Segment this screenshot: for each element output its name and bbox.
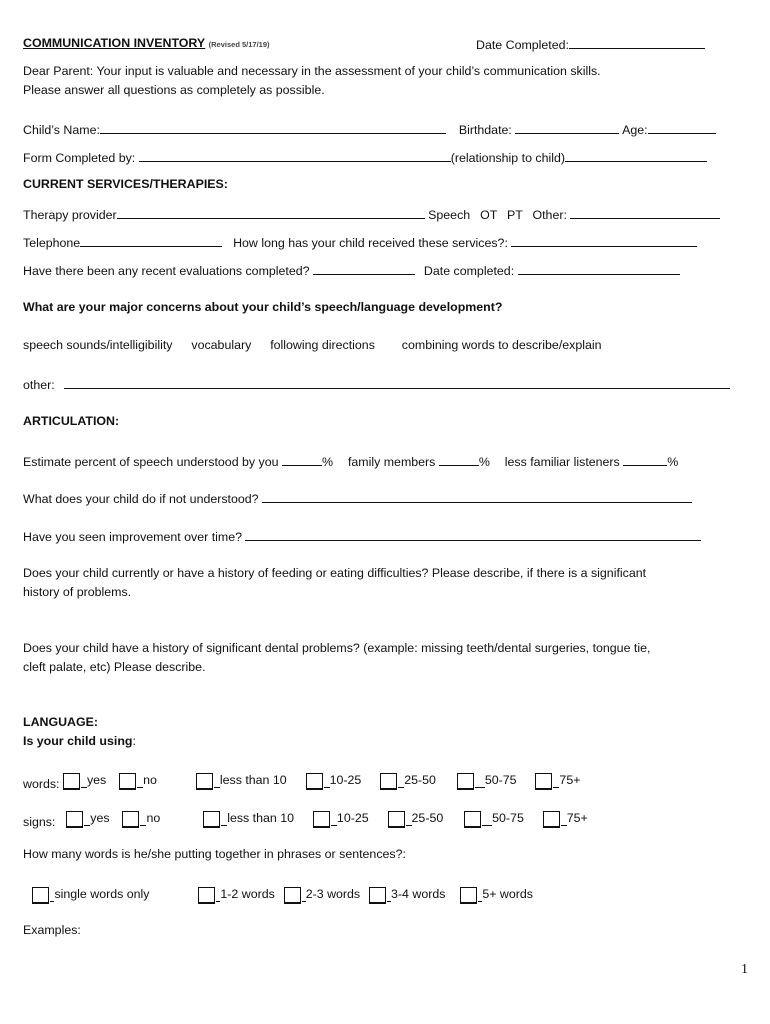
improvement-field[interactable] <box>245 528 701 541</box>
signs-label: signs: <box>23 815 56 829</box>
phrase-option-label: 1-2 words <box>220 887 275 902</box>
checkbox[interactable] <box>535 773 552 790</box>
words-label: words: <box>23 777 60 791</box>
speech-understood-row <box>23 453 678 470</box>
telephone-label: Telephone <box>23 236 81 250</box>
colon: : <box>132 734 136 748</box>
feeding-question-line-1: Does your child currently or have a history of feeding or eating difficulties? Please describe, if there is a significant <box>23 566 647 580</box>
range-label: less than 10 <box>227 811 295 826</box>
range-label: 75+ <box>566 811 588 826</box>
range-label: 10-25 <box>336 811 369 826</box>
checkbox[interactable] <box>460 887 477 904</box>
signs-less-than-10-option[interactable] <box>203 809 294 826</box>
language-heading: LANGUAGE: <box>23 715 99 729</box>
therapy-provider-label: Therapy provider <box>23 208 117 222</box>
age-label: Age: <box>622 123 648 137</box>
checkbox[interactable] <box>464 811 481 828</box>
checkbox[interactable] <box>284 887 301 904</box>
phrase-option-label: single words only <box>54 887 150 902</box>
words-row <box>23 771 580 792</box>
phrase-options-row <box>23 885 533 906</box>
date-completed-label: Date Completed: <box>476 38 569 52</box>
dental-question-line-1: Does your child have a history of significant dental problems? (example: missing teeth/dental surgeries, tongue tie, <box>23 641 651 655</box>
signs-75-plus-option[interactable] <box>543 809 588 826</box>
date-completed-field[interactable] <box>569 36 705 49</box>
child-name-label: Child’s Name: <box>23 123 100 137</box>
age-field[interactable] <box>648 121 716 134</box>
how-long-field[interactable] <box>511 234 697 247</box>
range-label: 50-75 <box>492 811 524 826</box>
words-yes-option[interactable] <box>63 771 106 788</box>
header-row <box>23 36 270 51</box>
services-heading: CURRENT SERVICES/THERAPIES: <box>23 177 228 191</box>
form-completed-row <box>23 149 707 166</box>
1-2-words-option[interactable] <box>198 885 274 902</box>
telephone-row <box>23 234 697 251</box>
3-4-words-option[interactable] <box>369 885 445 902</box>
less-familiar-label: less familiar listeners <box>504 455 620 469</box>
phrases-question: How many words is he/she putting together in phrases or sentences?: <box>23 847 406 861</box>
signs-row <box>23 809 588 830</box>
family-members-field[interactable] <box>439 453 479 466</box>
therapy-provider-field[interactable] <box>117 206 425 219</box>
understood-by-you-field[interactable] <box>282 453 322 466</box>
checkbox[interactable] <box>119 773 136 790</box>
not-understood-row <box>23 490 692 507</box>
words-75-plus-option[interactable] <box>535 771 580 788</box>
signs-yes-option[interactable] <box>66 809 109 826</box>
signs-10-25-option[interactable] <box>313 809 369 826</box>
recent-evaluations-label: Have there been any recent evaluations completed? <box>23 264 310 278</box>
concern-following-directions[interactable]: following directions <box>270 338 375 352</box>
range-label: 75+ <box>559 773 581 788</box>
articulation-heading: ARTICULATION: <box>23 414 120 428</box>
concerns-other-row <box>23 376 730 393</box>
words-no-option[interactable] <box>119 771 157 788</box>
checkbox[interactable] <box>457 773 474 790</box>
checkbox[interactable] <box>122 811 139 828</box>
eval-date-field[interactable] <box>518 262 680 275</box>
form-completed-label: Form Completed by: <box>23 151 136 165</box>
percent-sign: % <box>322 455 334 469</box>
signs-50-75-option[interactable] <box>464 809 524 826</box>
checkbox[interactable] <box>306 773 323 790</box>
words-25-50-option[interactable] <box>380 771 436 788</box>
intro-line-2: Please answer all questions as completely as possible. <box>23 83 325 97</box>
date-completed-row <box>476 36 705 53</box>
yes-label: yes <box>86 773 107 788</box>
recent-evaluations-row <box>23 262 680 279</box>
relationship-field[interactable] <box>565 149 707 162</box>
therapy-provider-row <box>23 206 720 223</box>
range-label: 10-25 <box>329 773 362 788</box>
relationship-label: (relationship to child) <box>450 151 566 165</box>
revision-date: (Revised 5/17/19) <box>208 40 270 49</box>
family-members-label: family members <box>347 455 436 469</box>
checkbox[interactable] <box>32 887 49 904</box>
range-label: 25-50 <box>411 811 444 826</box>
checkbox[interactable] <box>203 811 220 828</box>
not-understood-field[interactable] <box>262 490 692 503</box>
checkbox[interactable] <box>63 773 80 790</box>
concerns-question: What are your major concerns about your child’s speech/language development? <box>23 300 503 314</box>
not-understood-label: What does your child do if not understood? <box>23 492 259 506</box>
no-label: no <box>143 773 157 788</box>
birthdate-field[interactable] <box>515 121 619 134</box>
phrase-option-label: 5+ words <box>482 887 533 902</box>
speech-option[interactable]: Speech <box>428 208 471 222</box>
words-10-25-option[interactable] <box>306 771 362 788</box>
checkbox[interactable] <box>543 811 560 828</box>
language-subheading: Is your child using <box>23 734 133 748</box>
improvement-label: Have you seen improvement over time? <box>23 530 243 544</box>
checkbox[interactable] <box>313 811 330 828</box>
telephone-field[interactable] <box>80 234 222 247</box>
concerns-other-field[interactable] <box>64 376 730 389</box>
yes-label: yes <box>90 811 110 826</box>
concern-combining-words[interactable]: combining words to describe/explain <box>401 338 602 352</box>
birthdate-label: Birthdate: <box>458 123 512 137</box>
pt-option[interactable]: PT <box>506 208 523 222</box>
range-label: less than 10 <box>219 773 287 788</box>
checkbox[interactable] <box>388 811 405 828</box>
examples-label: Examples: <box>23 923 81 937</box>
signs-25-50-option[interactable] <box>388 809 444 826</box>
feeding-question-line-2: history of problems. <box>23 585 132 599</box>
improvement-row <box>23 528 701 545</box>
checkbox[interactable] <box>380 773 397 790</box>
range-label: 50-75 <box>484 773 517 788</box>
concerns-other-label: other: <box>23 378 55 392</box>
single-words-option[interactable] <box>32 885 149 902</box>
concern-vocabulary[interactable]: vocabulary <box>191 338 252 352</box>
range-label: 25-50 <box>404 773 436 788</box>
recent-evaluations-field[interactable] <box>313 262 415 275</box>
concern-speech-sounds[interactable]: speech sounds/intelligibility <box>23 338 173 352</box>
intro-line-1: Dear Parent: Your input is valuable and necessary in the assessment of your child’s communication skills. <box>23 64 601 78</box>
5-plus-words-option[interactable] <box>460 885 533 902</box>
other-service-field[interactable] <box>570 206 720 219</box>
words-less-than-10-option[interactable] <box>196 771 287 788</box>
percent-sign: % <box>667 455 679 469</box>
2-3-words-option[interactable] <box>284 885 360 902</box>
form-title: COMMUNICATION INVENTORY <box>23 36 206 50</box>
percent-sign: % <box>478 455 490 469</box>
checkbox[interactable] <box>66 811 83 828</box>
estimate-label: Estimate percent of speech understood by you <box>23 455 279 469</box>
concerns-options-row <box>23 338 602 353</box>
signs-no-option[interactable] <box>122 809 160 826</box>
page-number: 1 <box>741 962 748 977</box>
less-familiar-field[interactable] <box>623 453 667 466</box>
ot-option[interactable]: OT <box>480 208 498 222</box>
checkbox[interactable] <box>369 887 386 904</box>
checkbox[interactable] <box>198 887 215 904</box>
how-long-label: How long has your child received these services?: <box>233 236 508 250</box>
child-name-row <box>23 121 716 138</box>
dental-question-line-2: cleft palate, etc) Please describe. <box>23 660 206 674</box>
checkbox[interactable] <box>196 773 213 790</box>
other-service-label: Other: <box>532 208 567 222</box>
phrase-option-label: 3-4 words <box>391 887 446 902</box>
no-label: no <box>146 811 161 826</box>
words-50-75-option[interactable] <box>457 771 517 788</box>
language-subheading-row <box>23 734 136 749</box>
form-completed-field[interactable] <box>139 149 451 162</box>
eval-date-label: Date completed: <box>423 264 515 278</box>
phrase-option-label: 2-3 words <box>305 887 361 902</box>
child-name-field[interactable] <box>100 121 446 134</box>
